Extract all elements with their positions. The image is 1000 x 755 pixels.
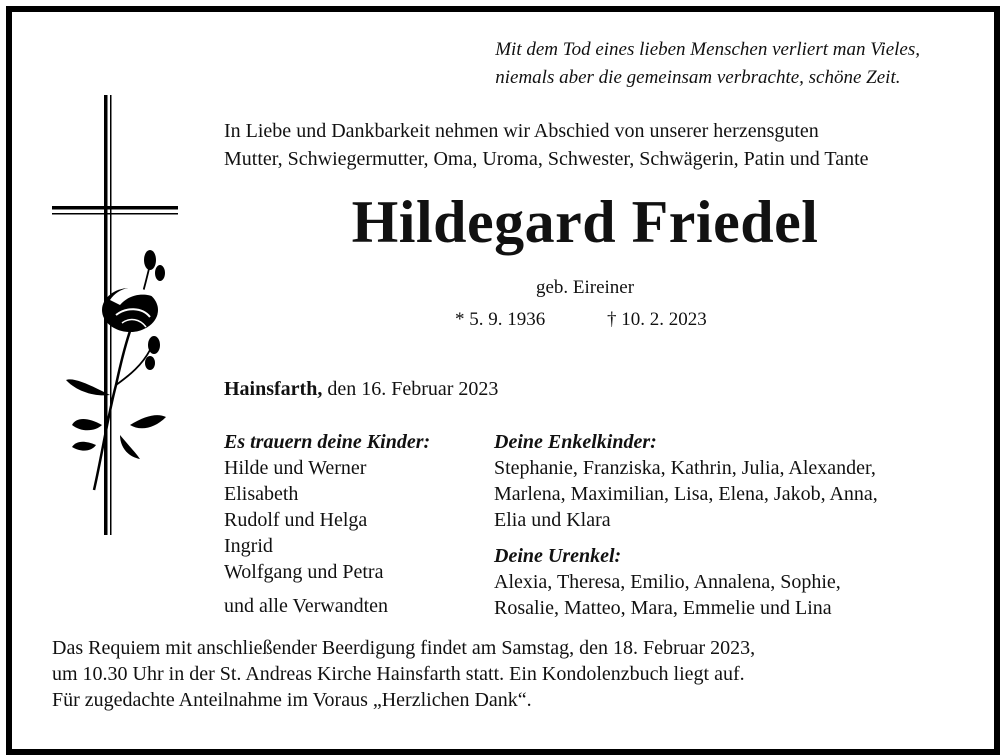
grandchildren-line: Elia und Klara xyxy=(494,509,611,531)
deceased-name: Hildegard Friedel xyxy=(351,189,819,255)
requiem-line: um 10.30 Uhr in der St. Andreas Kirche Hainsfarth statt. Ein Kondolenzbuch liegt auf. xyxy=(52,663,745,685)
great-grandchildren-list xyxy=(494,543,841,621)
relatives-line: und alle Verwandten xyxy=(224,595,389,617)
child-entry: Hilde und Werner xyxy=(224,457,367,479)
child-entry: Wolfgang und Petra xyxy=(224,561,384,583)
great-grandchildren-line: Alexia, Theresa, Emilio, Annalena, Sophie, xyxy=(494,571,841,593)
children-heading: Es trauern deine Kinder: xyxy=(224,431,431,453)
cross-with-rose-icon xyxy=(50,95,182,545)
birth-date: * 5. 9. 1936 xyxy=(455,309,546,330)
child-entry: Elisabeth xyxy=(224,483,299,505)
death-date: † 10. 2. 2023 xyxy=(607,309,707,330)
place-name: Hainsfarth, xyxy=(224,378,323,400)
intro-line: Mutter, Schwiegermutter, Oma, Uroma, Schwester, Schwägerin, Patin und Tante xyxy=(224,148,869,170)
grandchildren-list xyxy=(494,429,878,533)
memorial-quote xyxy=(495,36,920,92)
great-grandchildren-line: Rosalie, Matteo, Mara, Emmelie und Lina xyxy=(494,597,832,619)
requiem-line: Das Requiem mit anschließender Beerdigung findet am Samstag, den 18. Februar 2023, xyxy=(52,637,756,659)
place-and-date xyxy=(224,378,498,401)
child-entry: Ingrid xyxy=(224,535,273,557)
quote-line: Mit dem Tod eines lieben Menschen verliert man Vieles, xyxy=(495,39,920,60)
children-list xyxy=(224,429,430,585)
requiem-notice xyxy=(52,635,755,713)
intro-line: In Liebe und Dankbarkeit nehmen wir Abschied von unserer herzensguten xyxy=(224,120,819,142)
great-grandchildren-heading: Deine Urenkel: xyxy=(494,545,622,567)
grandchildren-heading: Deine Enkelkinder: xyxy=(494,431,657,453)
requiem-line: Für zugedachte Anteilnahme im Voraus „Herzlichen Dank“. xyxy=(52,689,532,711)
maiden-name: geb. Eireiner xyxy=(535,277,635,298)
child-entry: Rudolf und Helga xyxy=(224,509,368,531)
intro-text xyxy=(224,117,869,173)
grandchildren-line: Marlena, Maximilian, Lisa, Elena, Jakob, Anna, xyxy=(494,483,878,505)
quote-line: niemals aber die gemeinsam verbrachte, schöne Zeit. xyxy=(495,67,901,88)
date-text: den 16. Februar 2023 xyxy=(322,378,499,400)
grandchildren-line: Stephanie, Franziska, Kathrin, Julia, Alexander, xyxy=(494,457,876,479)
